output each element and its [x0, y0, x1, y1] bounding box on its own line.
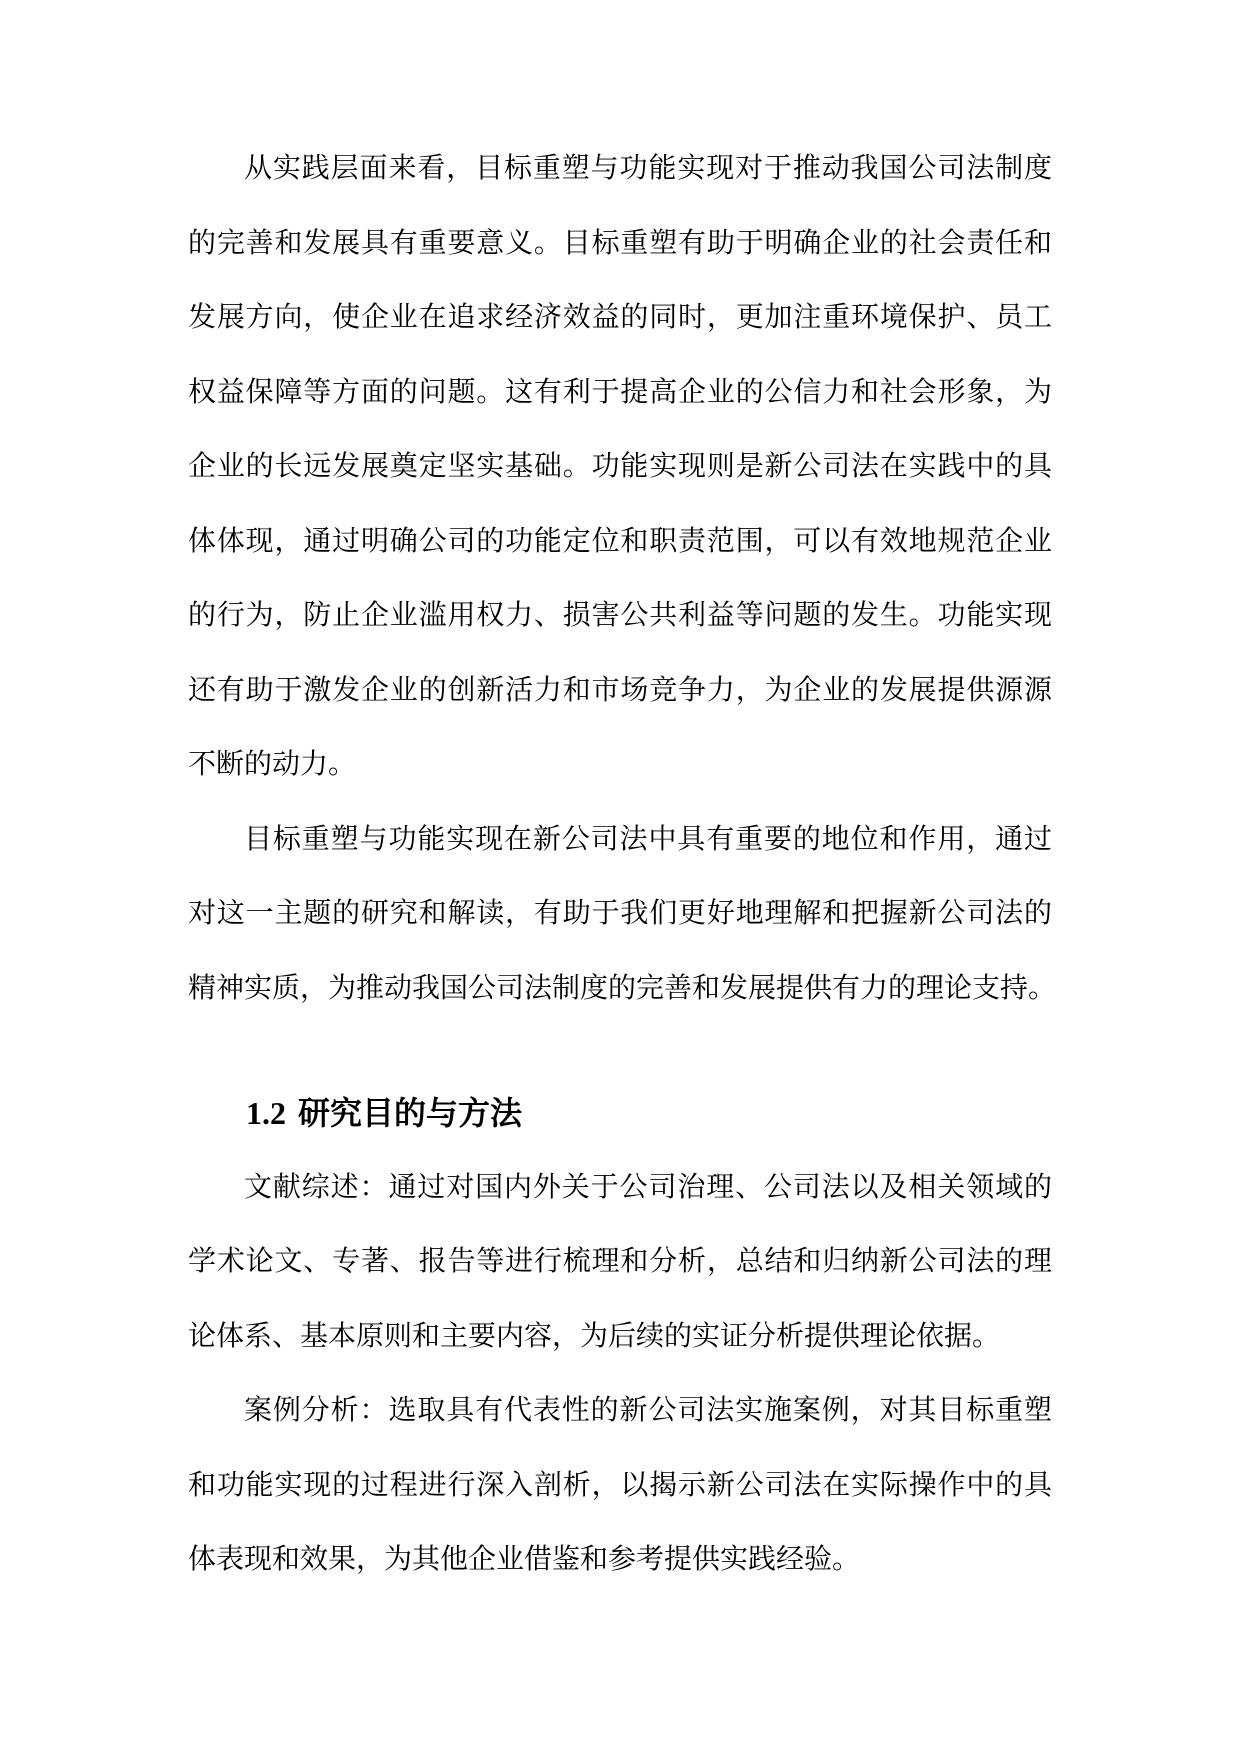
paragraph-line: 体表现和效果，为其他企业借鉴和参考提供实践经验。: [188, 1544, 861, 1575]
paragraph-line: 企业的长远发展奠定坚实基础。功能实现则是新公司法在实践中的具: [188, 451, 1052, 482]
paragraph-line: 文献综述：通过对国内外关于公司治理、公司法以及相关领域的: [244, 1171, 1052, 1203]
paragraph-line: 还有助于激发企业的创新活力和市场竞争力，为企业的发展提供源源: [188, 674, 1052, 706]
paragraph-line: 权益保障等方面的问题。这有利于提高企业的公信力和社会形象，为: [188, 376, 1052, 408]
paragraph-line: 的行为，防止企业滥用权力、损害公共利益等问题的发生。功能实现: [188, 600, 1052, 631]
paragraph-line: 和功能实现的过程进行深入剖析，以揭示新公司法在实际操作中的具: [188, 1469, 1052, 1501]
paragraph-line: 从实践层面来看，目标重塑与功能实现对于推动我国公司法制度: [244, 153, 1052, 184]
paragraph-line: 体体现，通过明确公司的功能定位和职责范围，可以有效地规范企业: [188, 525, 1052, 557]
section-heading: [188, 1076, 1052, 1151]
paragraph-line: 学术论文、专著、报告等进行梳理和分析，总结和归纳新公司法的理: [188, 1246, 1052, 1277]
paragraph-line: 目标重塑与功能实现在新公司法中具有重要的地位和作用，通过: [244, 823, 1052, 855]
section-title: 研究目的与方法: [298, 1095, 523, 1131]
paragraph-line: 精神实质，为推动我国公司法制度的完善和发展提供有力的理论支持。: [188, 972, 1057, 1004]
paragraph-line: 论体系、基本原则和主要内容，为后续的实证分析提供理论依据。: [188, 1320, 1001, 1352]
page-content: [188, 132, 1057, 1598]
paragraph-line: 的完善和发展具有重要意义。目标重塑有助于明确企业的社会责任和: [188, 227, 1052, 259]
paragraph-line: 不断的动力。: [188, 749, 357, 780]
section-number: 1.2: [246, 1095, 286, 1131]
paragraph-line: 发展方向，使企业在追求经济效益的同时，更加注重环境保护、员工: [188, 302, 1052, 333]
paragraph-line: 案例分析：选取具有代表性的新公司法实施案例，对其目标重塑: [244, 1395, 1052, 1426]
paragraph-line: 对这一主题的研究和解读，有助于我们更好地理解和把握新公司法的: [188, 898, 1052, 929]
